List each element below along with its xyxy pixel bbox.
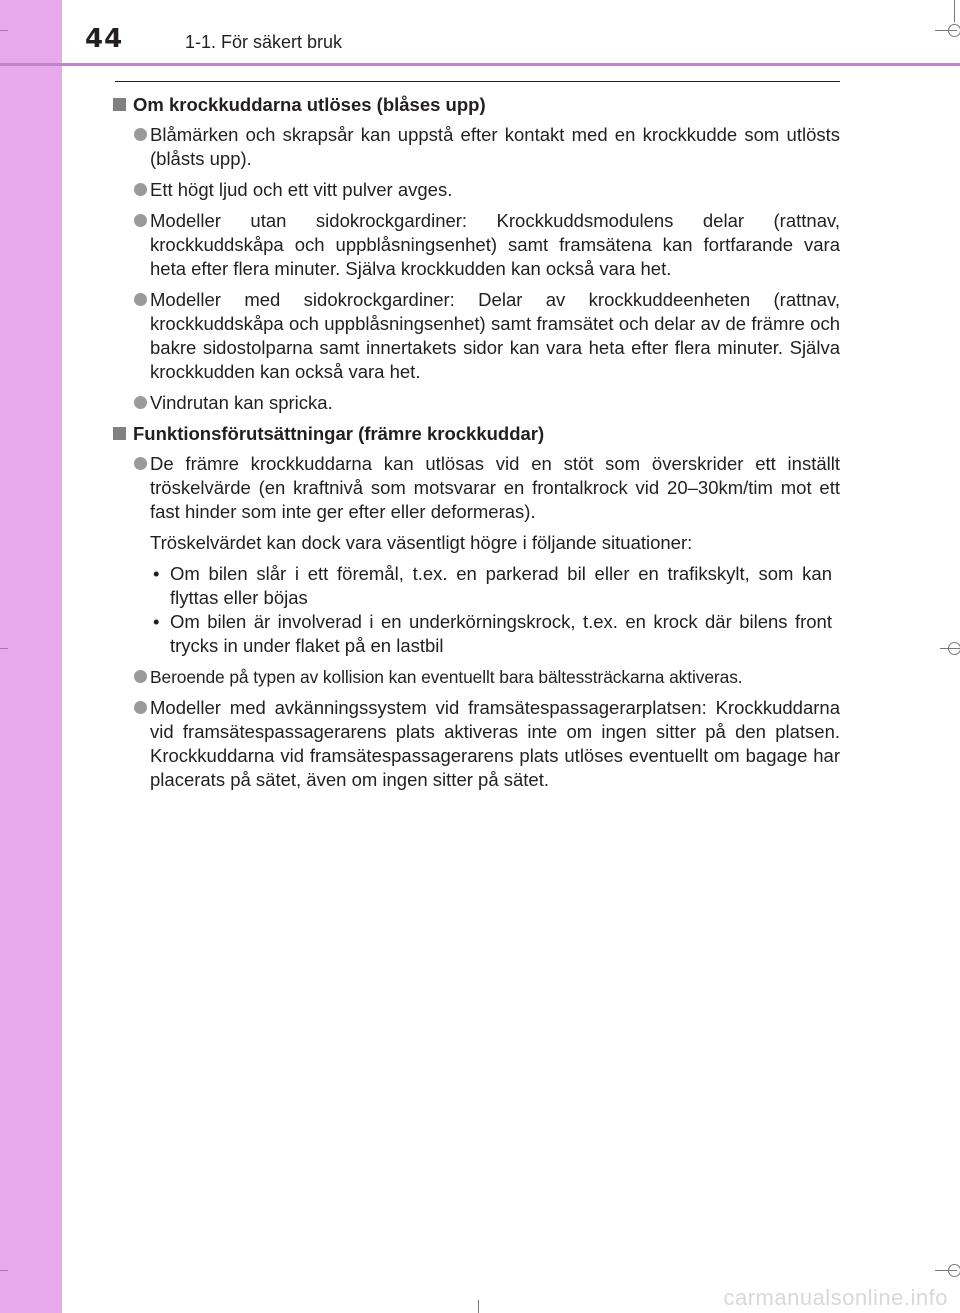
circle-bullet-icon (134, 183, 147, 196)
square-bullet-icon (113, 98, 126, 111)
sub-list-item-text: Om bilen slår i ett föremål, t.ex. en parkerad bil eller en trafikskylt, som kan flyttas eller böjas (170, 563, 832, 608)
chapter-sidebar (0, 0, 62, 1313)
circle-bullet-icon (134, 128, 147, 141)
page-content (113, 93, 840, 799)
paragraph: Tröskelvärdet kan dock vara väsentligt högre i följande situationer: (150, 532, 693, 553)
list-item-text: Modeller utan sidokrockgardiner: Krockkuddsmodulens delar (rattnav, krockkuddskåpa och uppblåsningsenhet) samt framsätena kan fortfarande vara heta efter flera minuter. Själva krockkudden kan också vara het. (150, 210, 840, 279)
crop-mark (954, 0, 955, 22)
list-item (113, 696, 840, 792)
list-item (113, 178, 840, 202)
sub-list-item-text: Om bilen är involverad i en underkörningskrock, t.ex. en krock där bilens front trycks in under flaket på en lastbil (170, 611, 832, 656)
list-item (113, 665, 840, 689)
circle-bullet-icon (134, 670, 147, 683)
dot-bullet-icon: • (153, 563, 160, 584)
circle-bullet-icon (134, 457, 147, 470)
crop-mark (478, 1300, 479, 1313)
list-item-text: De främre krockkuddarna kan utlösas vid en stöt som överskrider ett inställt tröskelvärde (en kraftnivå som motsvarar en frontalkrock vid 20–30km/tim mot ett fast hinder som inte ger efter eller deformeras). (150, 453, 840, 522)
section-title: 1-1. För säkert bruk (185, 32, 343, 52)
list-item (113, 391, 840, 415)
list-item (113, 288, 840, 384)
section-heading (113, 422, 840, 446)
list-item (113, 123, 840, 171)
sub-list (113, 562, 840, 658)
list-item-text: Vindrutan kan spricka. (150, 392, 333, 413)
circle-bullet-icon (134, 214, 147, 227)
circle-bullet-icon (134, 396, 147, 409)
content-rule (115, 81, 840, 82)
registration-mark (948, 1264, 960, 1277)
section-heading (113, 93, 840, 117)
registration-mark (948, 24, 960, 37)
list-item-text: Beroende på typen av kollision kan eventuellt bara bältessträckarna aktiveras. (150, 667, 743, 687)
square-bullet-icon (113, 427, 126, 440)
list-item (113, 452, 840, 524)
circle-bullet-icon (134, 293, 147, 306)
section-heading-text: Funktionsförutsättningar (främre krockkuddar) (133, 423, 545, 444)
list-item-text: Modeller med avkänningssystem vid framsätespassagerarplatsen: Krockkuddarna vid framsätespassagerarens plats aktiveras inte om ingen sitter på den platsen. Krockkuddarna vid framsätespassagerarens plats utlöses eventuellt om bagage har placerats på sätet, även om ingen sitter på sätet. (150, 697, 840, 790)
dot-bullet-icon: • (153, 611, 160, 632)
registration-mark (948, 642, 960, 655)
page-number: 44 (85, 24, 124, 54)
section-heading-text: Om krockkuddarna utlöses (blåses upp) (133, 94, 486, 115)
crop-mark (0, 1270, 8, 1271)
sub-list-item (113, 562, 840, 610)
crop-mark (0, 648, 8, 649)
list-item-text: Blåmärken och skrapsår kan uppstå efter kontakt med en krockkudde som utlösts (blåsts upp). (150, 124, 840, 169)
circle-bullet-icon (134, 701, 147, 714)
sub-list-item (113, 610, 840, 658)
crop-mark (0, 30, 8, 31)
header-rule (0, 63, 960, 66)
list-item-text: Ett högt ljud och ett vitt pulver avges. (150, 179, 453, 200)
watermark: carmanualsonline.info (723, 1285, 948, 1310)
list-item (113, 209, 840, 281)
list-item-text: Modeller med sidokrockgardiner: Delar av krockkuddeenheten (rattnav, krockkuddskåpa och uppblåsningsenhet) samt framsätet och delar av de främre och bakre sidostolparna samt innertakets sidor kan vara heta efter flera minuter. Själva krockkudden kan också vara het. (150, 289, 840, 382)
